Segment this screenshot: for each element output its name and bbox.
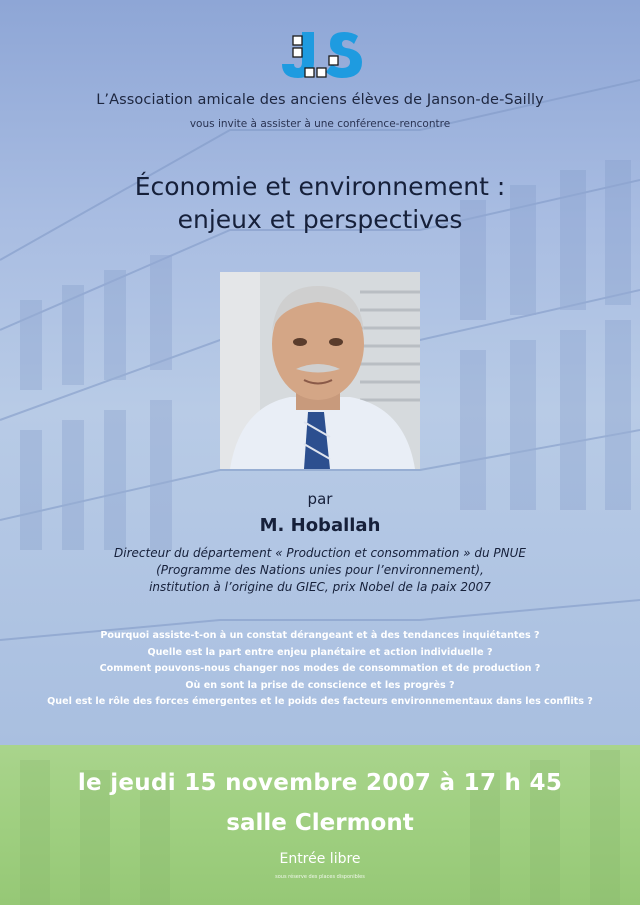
question-item: Quelle est la part entre enjeu planétaire et action individuelle ? xyxy=(147,646,493,658)
role-line: Directeur du département « Production et consommation » du PNUE xyxy=(114,546,526,560)
role-line: (Programme des Nations unies pour l’environnement), xyxy=(156,563,484,577)
association-name: L’Association amicale des anciens élèves de Janson-de-Sailly xyxy=(96,92,544,108)
question-item: Pourquoi assiste-t-on à un constat dérangeant et à des tendances inquiétantes ? xyxy=(100,630,540,641)
invitation-text: vous invite à assister à une conférence-rencontre xyxy=(189,118,451,130)
question-item: Comment pouvons-nous changer nos modes de consommation et de production ? xyxy=(99,663,541,675)
title-line-2: enjeux et perspectives xyxy=(177,205,463,234)
title-line-1: Économie et environnement : xyxy=(134,172,506,201)
entry-info: Entrée libre xyxy=(279,851,361,867)
question-item: Quel est le rôle des forces émergentes et le poids des facteurs environnementaux dans les conflits ? xyxy=(47,696,593,708)
by-label: par xyxy=(307,490,333,508)
speaker-role xyxy=(0,545,640,596)
conference-title xyxy=(0,170,640,236)
speaker-photo xyxy=(220,272,420,469)
jds-logo xyxy=(276,30,366,82)
role-line: institution à l’origine du GIEC, prix Nobel de la paix 2007 xyxy=(149,580,491,594)
entry-note: sous réserve des places disponibles xyxy=(275,874,365,880)
question-item: Où en sont la prise de conscience et les progrès ? xyxy=(185,679,455,691)
speaker-name: M. Hoballah xyxy=(259,515,381,536)
questions-list xyxy=(0,628,640,711)
event-venue: salle Clermont xyxy=(226,810,414,836)
event-date: le jeudi 15 novembre 2007 à 17 h 45 xyxy=(77,770,563,796)
